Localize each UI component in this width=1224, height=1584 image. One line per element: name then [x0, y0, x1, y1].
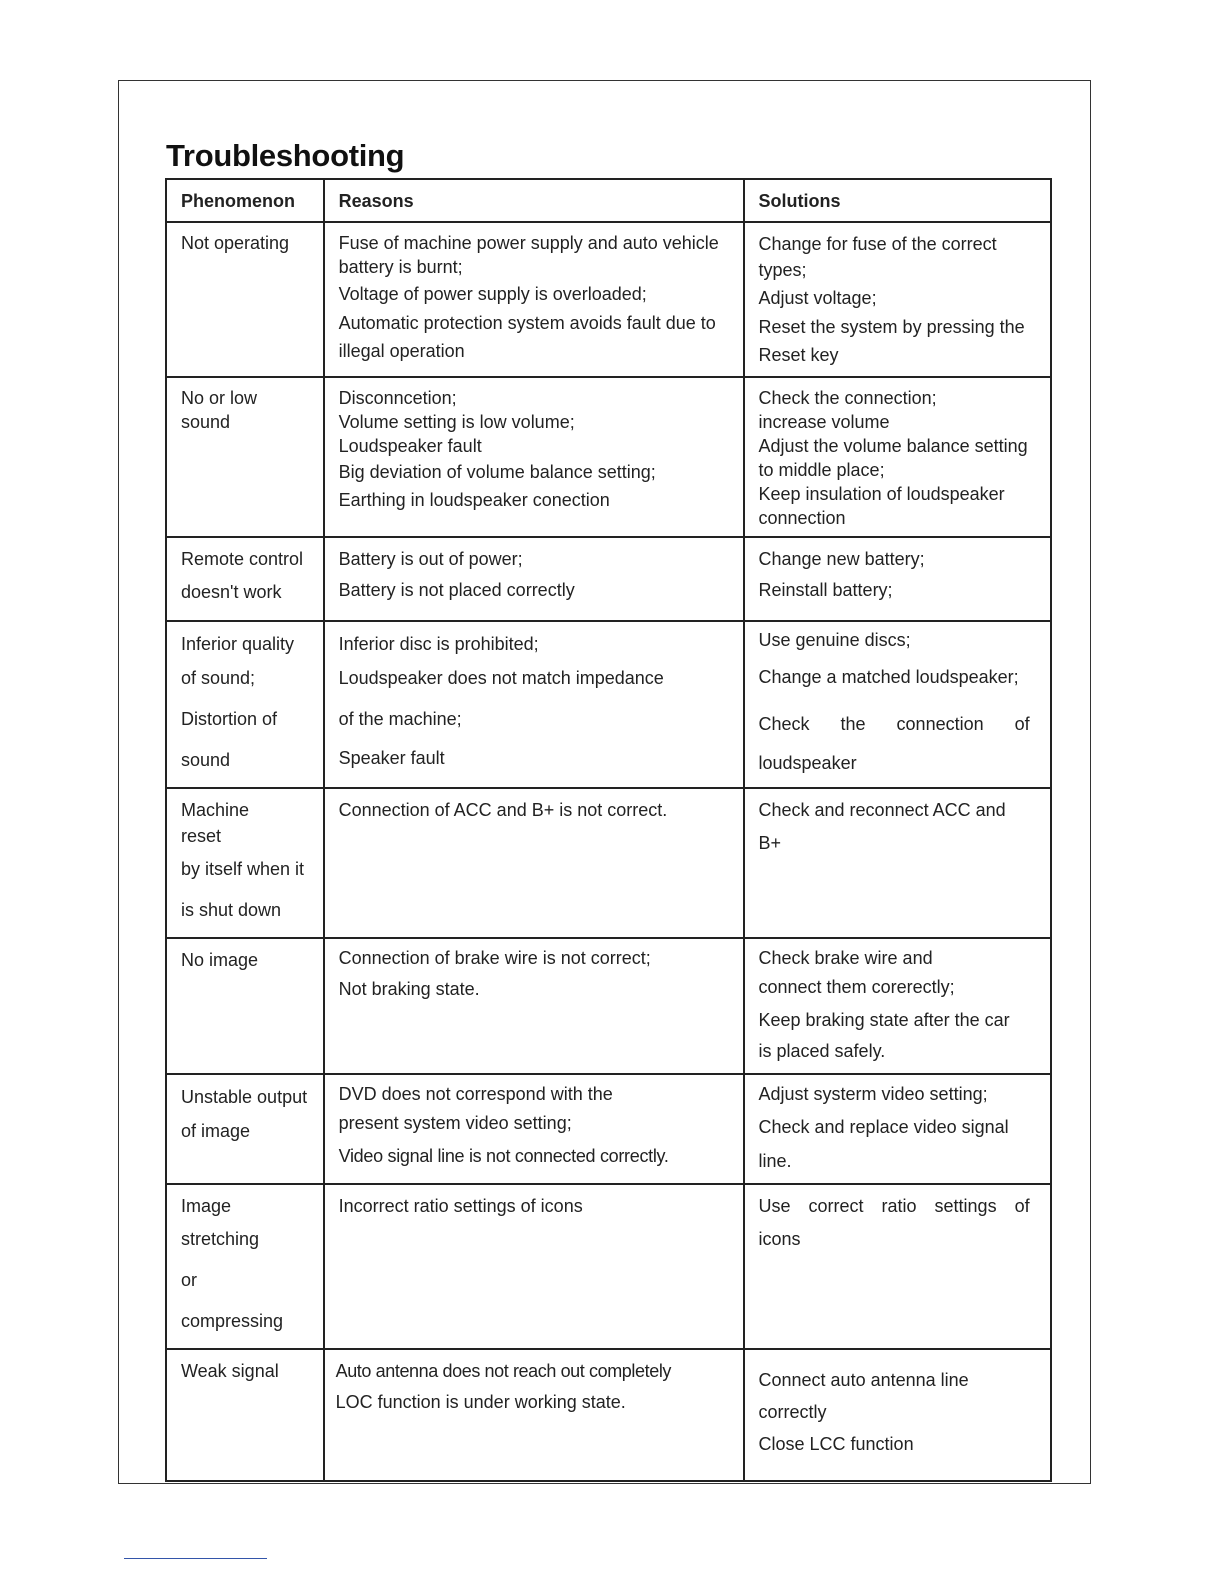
cell-line: Close LCC function [758, 1434, 914, 1454]
cell-line: sound [181, 750, 231, 770]
table-header-row [166, 179, 1051, 222]
cell-line: Automatic protection system avoids fault due to illegal operation [338, 313, 716, 361]
cell-line: Remote control [181, 549, 304, 569]
cell-line: Adjust systerm video setting; [758, 1084, 988, 1104]
cell-line: doesn't work [181, 582, 282, 602]
cell-line: Inferior quality [181, 634, 295, 654]
cell-line: Fuse of machine power supply and auto vehicle battery is burnt; [338, 233, 719, 277]
header-solutions: Solutions [744, 179, 1052, 222]
solutions-cell [744, 938, 1052, 1074]
phenomenon-cell [166, 377, 324, 537]
header-reasons: Reasons [324, 179, 744, 222]
cell-line: Reset the system by pressing the Reset key [758, 317, 1025, 365]
table-row [166, 537, 1051, 621]
cell-line: Reinstall battery; [758, 580, 893, 600]
reasons-cell [324, 938, 744, 1074]
cell-line: Check brake wire and [758, 948, 933, 968]
table-row [166, 621, 1051, 788]
cell-line: Check the connection; [758, 388, 937, 408]
reasons-cell [324, 537, 744, 621]
cell-line: Adjust voltage; [758, 288, 877, 308]
solutions-cell [744, 1184, 1052, 1349]
cell-line: Volume setting is low volume; [338, 412, 575, 432]
phenomenon-cell [166, 537, 324, 621]
cell-line: present system video setting; [338, 1113, 572, 1133]
cell-line: B+ [758, 833, 782, 853]
cell-line: increase volume [758, 412, 890, 432]
phenomenon-cell [166, 788, 324, 938]
reasons-cell [324, 222, 744, 377]
table-row [166, 377, 1051, 537]
cell-line: Disconncetion; [338, 388, 457, 408]
cell-line: Weak signal [181, 1361, 279, 1381]
phenomenon-cell [166, 1184, 324, 1349]
cell-line: Big deviation of volume balance setting; [338, 462, 656, 482]
cell-line: Incorrect ratio settings of icons [338, 1196, 583, 1216]
cell-line: Image [181, 1196, 232, 1216]
cell-line: connect them corerectly; [758, 977, 955, 997]
solutions-cell [744, 222, 1052, 377]
reasons-cell [324, 621, 744, 788]
cell-line: Video signal line is not connected correctly. [338, 1146, 669, 1166]
footnote-rule [124, 1558, 267, 1559]
cell-line: is shut down [181, 900, 282, 920]
cell-line: Keep braking state after the car [758, 1010, 1010, 1030]
cell-line: Loudspeaker fault [338, 436, 482, 456]
phenomenon-cell [166, 1074, 324, 1184]
cell-line: Speaker fault [338, 748, 445, 768]
cell-line: Check and replace video signal [758, 1117, 1009, 1137]
reasons-cell [324, 1184, 744, 1349]
solutions-cell [744, 1074, 1052, 1184]
table-row [166, 1349, 1051, 1481]
phenomenon-cell [166, 621, 324, 788]
solutions-cell [744, 537, 1052, 621]
phenomenon-cell [166, 938, 324, 1074]
cell-line: Connect auto antenna line [758, 1370, 969, 1390]
cell-line: Inferior disc is prohibited; [338, 634, 539, 654]
cell-line: by itself when it [181, 859, 305, 879]
cell-line: Keep insulation of loudspeaker connection [758, 484, 1005, 528]
solutions-cell [744, 1349, 1052, 1481]
cell-line: Distortion of [181, 709, 278, 729]
table-row [166, 938, 1051, 1074]
page-title: Troubleshooting [166, 138, 405, 173]
cell-line: of image [181, 1121, 251, 1141]
cell-line: Auto antenna does not reach out completely [335, 1361, 672, 1381]
cell-line: icons [758, 1229, 801, 1249]
cell-line: DVD does not correspond with the [338, 1084, 613, 1104]
solutions-cell [744, 621, 1052, 788]
cell-line: Check and reconnect ACC and [758, 800, 1006, 820]
solutions-cell [744, 788, 1052, 938]
cell-line: LOC function is under working state. [335, 1392, 626, 1412]
cell-line: loudspeaker [758, 753, 857, 773]
reasons-cell [324, 1074, 744, 1184]
solutions-cell [744, 377, 1052, 537]
cell-line: Machine reset [181, 800, 250, 846]
cell-line: Unstable output [181, 1087, 308, 1107]
header-phenomenon: Phenomenon [166, 179, 324, 222]
cell-line: stretching or [181, 1229, 260, 1290]
cell-line: Adjust the volume balance setting to middle place; [758, 436, 1028, 480]
cell-line: Not operating [181, 233, 290, 253]
cell-line: line. [758, 1151, 792, 1171]
reasons-cell [324, 377, 744, 537]
phenomenon-cell [166, 1349, 324, 1481]
cell-line: Not braking state. [338, 979, 480, 999]
cell-line: Use correct ratio settings of [758, 1196, 1030, 1216]
cell-line: Loudspeaker does not match impedance [338, 668, 664, 688]
troubleshooting-table [165, 178, 1052, 1482]
cell-line: Use genuine discs; [758, 630, 911, 650]
cell-line: Change new battery; [758, 549, 925, 569]
cell-line: Check the connection of [758, 714, 1030, 734]
cell-line: Earthing in loudspeaker conection [338, 490, 610, 510]
table-row [166, 1074, 1051, 1184]
reasons-cell [324, 1349, 744, 1481]
phenomenon-cell [166, 222, 324, 377]
cell-line: Change a matched loudspeaker; [758, 667, 1019, 687]
cell-line: Battery is not placed correctly [338, 580, 575, 600]
cell-line: of sound; [181, 668, 256, 688]
cell-line: Voltage of power supply is overloaded; [338, 284, 647, 304]
cell-line: compressing [181, 1311, 284, 1331]
cell-line: Change for fuse of the correct types; [758, 234, 997, 280]
cell-line: correctly [758, 1402, 827, 1422]
cell-line: Connection of brake wire is not correct; [338, 948, 651, 968]
cell-line: is placed safely. [758, 1041, 886, 1061]
table-row [166, 788, 1051, 938]
cell-line: No or low sound [181, 388, 258, 432]
cell-line: of the machine; [338, 709, 462, 729]
table-row [166, 222, 1051, 377]
cell-line: Battery is out of power; [338, 549, 523, 569]
reasons-cell [324, 788, 744, 938]
table-row [166, 1184, 1051, 1349]
cell-line: No image [181, 950, 259, 970]
cell-line: Connection of ACC and B+ is not correct. [338, 800, 668, 820]
